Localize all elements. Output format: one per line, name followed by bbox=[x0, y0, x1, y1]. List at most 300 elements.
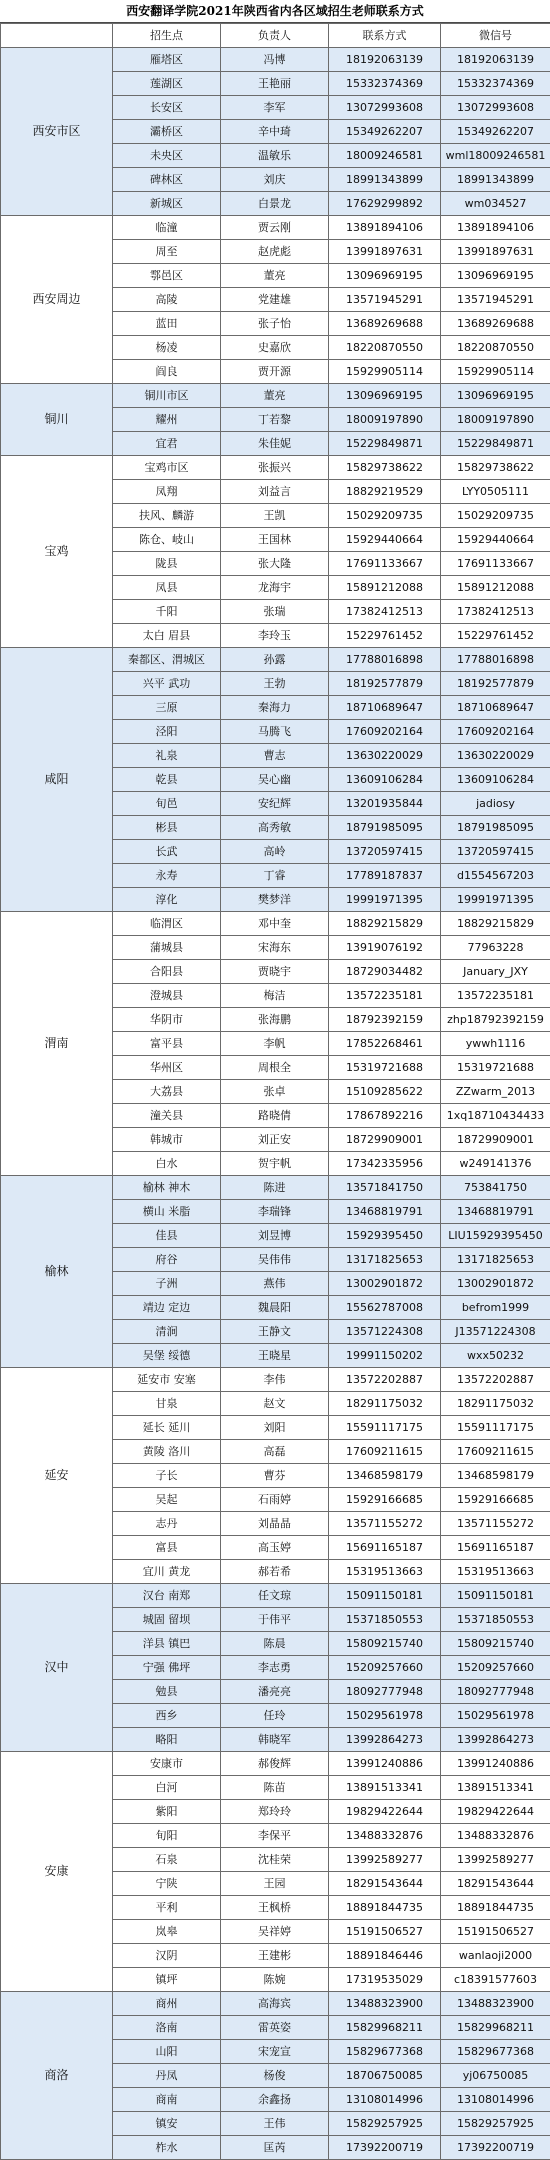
enrollment-point-cell: 长安区 bbox=[113, 96, 221, 120]
person-in-charge-cell: 曹志 bbox=[221, 744, 329, 768]
person-in-charge-cell: 朱佳妮 bbox=[221, 432, 329, 456]
phone-number-cell: 19991150202 bbox=[329, 1344, 441, 1368]
wechat-id-cell: 17392200719 bbox=[441, 2136, 550, 2160]
wechat-id-cell: 17788016898 bbox=[441, 648, 550, 672]
phone-number-cell: 17319535029 bbox=[329, 1968, 441, 1992]
wechat-id-cell: 15319721688 bbox=[441, 1056, 550, 1080]
phone-number-cell: 13572202887 bbox=[329, 1368, 441, 1392]
enrollment-point-cell: 洛南 bbox=[113, 2016, 221, 2040]
region-group bbox=[1, 384, 550, 456]
wechat-id-cell: jadiosy bbox=[441, 792, 550, 816]
phone-number-cell: 13571841750 bbox=[329, 1176, 441, 1200]
wechat-id-cell: wml18009246581 bbox=[441, 144, 550, 168]
person-in-charge-cell: 丁睿 bbox=[221, 864, 329, 888]
wechat-id-cell: 15929166685 bbox=[441, 1488, 550, 1512]
region-name-cell: 渭南 bbox=[1, 912, 113, 1176]
enrollment-point-cell: 韩城市 bbox=[113, 1128, 221, 1152]
person-in-charge-cell: 吴祥婷 bbox=[221, 1920, 329, 1944]
region-group bbox=[1, 1176, 550, 1368]
person-in-charge-cell: 韩晓军 bbox=[221, 1728, 329, 1752]
person-in-charge-cell: 潘亮亮 bbox=[221, 1680, 329, 1704]
phone-number-cell: 15191506527 bbox=[329, 1920, 441, 1944]
phone-number-cell: 13171825653 bbox=[329, 1248, 441, 1272]
phone-number-cell: 13571155272 bbox=[329, 1512, 441, 1536]
phone-number-cell: 13992864273 bbox=[329, 1728, 441, 1752]
person-in-charge-cell: 李帆 bbox=[221, 1032, 329, 1056]
wechat-id-cell: 18291175032 bbox=[441, 1392, 550, 1416]
wechat-id-cell: 17609211615 bbox=[441, 1440, 550, 1464]
phone-number-cell: 15229761452 bbox=[329, 624, 441, 648]
phone-number-cell: 18891844735 bbox=[329, 1896, 441, 1920]
wechat-id-cell: wxx50232 bbox=[441, 1344, 550, 1368]
phone-number-cell: 13096969195 bbox=[329, 264, 441, 288]
person-in-charge-cell: 贺宇帆 bbox=[221, 1152, 329, 1176]
wechat-id-cell: 13571945291 bbox=[441, 288, 550, 312]
phone-number-cell: 18829215829 bbox=[329, 912, 441, 936]
wechat-id-cell: 15319513663 bbox=[441, 1560, 550, 1584]
phone-number-cell: 15829968211 bbox=[329, 2016, 441, 2040]
phone-number-cell: 15319721688 bbox=[329, 1056, 441, 1080]
enrollment-point-cell: 蓝田 bbox=[113, 312, 221, 336]
phone-number-cell: 13992589277 bbox=[329, 1848, 441, 1872]
person-in-charge-cell: 党建雄 bbox=[221, 288, 329, 312]
phone-number-cell: 13919076192 bbox=[329, 936, 441, 960]
phone-number-cell: 17629299892 bbox=[329, 192, 441, 216]
enrollment-point-cell: 扶风、麟游 bbox=[113, 504, 221, 528]
enrollment-point-cell: 城固 留坝 bbox=[113, 1608, 221, 1632]
phone-number-cell: 15929905114 bbox=[329, 360, 441, 384]
phone-number-cell: 15929440664 bbox=[329, 528, 441, 552]
enrollment-point-cell: 子洲 bbox=[113, 1272, 221, 1296]
enrollment-point-cell: 杨凌 bbox=[113, 336, 221, 360]
phone-number-cell: 15349262207 bbox=[329, 120, 441, 144]
person-in-charge-cell: 白景龙 bbox=[221, 192, 329, 216]
person-in-charge-cell: 高岭 bbox=[221, 840, 329, 864]
person-in-charge-cell: 宋海东 bbox=[221, 936, 329, 960]
phone-number-cell: 15591117175 bbox=[329, 1416, 441, 1440]
wechat-id-cell: 15349262207 bbox=[441, 120, 550, 144]
wechat-id-cell: 18791985095 bbox=[441, 816, 550, 840]
phone-number-cell: 18991343899 bbox=[329, 168, 441, 192]
phone-number-cell: 17789187837 bbox=[329, 864, 441, 888]
enrollment-point-cell: 临渭区 bbox=[113, 912, 221, 936]
enrollment-point-cell: 蒲城县 bbox=[113, 936, 221, 960]
person-in-charge-cell: 李瑞锋 bbox=[221, 1200, 329, 1224]
person-in-charge-cell: 梅洁 bbox=[221, 984, 329, 1008]
person-in-charge-cell: 高秀敏 bbox=[221, 816, 329, 840]
phone-number-cell: 13488332876 bbox=[329, 1824, 441, 1848]
enrollment-point-cell: 横山 米脂 bbox=[113, 1200, 221, 1224]
wechat-id-cell: 18009197890 bbox=[441, 408, 550, 432]
person-in-charge-cell: 石雨婷 bbox=[221, 1488, 329, 1512]
wechat-id-cell: LIU15929395450 bbox=[441, 1224, 550, 1248]
phone-number-cell: 13002901872 bbox=[329, 1272, 441, 1296]
table-row bbox=[1, 648, 550, 672]
wechat-id-cell: wanlaoji2000 bbox=[441, 1944, 550, 1968]
enrollment-point-cell: 彬县 bbox=[113, 816, 221, 840]
wechat-id-cell: 15929440664 bbox=[441, 528, 550, 552]
person-in-charge-cell: 郝俊辉 bbox=[221, 1752, 329, 1776]
phone-number-cell: 15829738622 bbox=[329, 456, 441, 480]
enrollment-point-cell: 三原 bbox=[113, 696, 221, 720]
phone-number-cell: 17609202164 bbox=[329, 720, 441, 744]
enrollment-point-cell: 乾县 bbox=[113, 768, 221, 792]
region-group bbox=[1, 1584, 550, 1752]
phone-number-cell: 17788016898 bbox=[329, 648, 441, 672]
wechat-id-cell: 13468819791 bbox=[441, 1200, 550, 1224]
contact-table bbox=[0, 23, 550, 2160]
wechat-id-cell: 15809215740 bbox=[441, 1632, 550, 1656]
region-group bbox=[1, 48, 550, 216]
table-row bbox=[1, 384, 550, 408]
enrollment-point-cell: 榆林 神木 bbox=[113, 1176, 221, 1200]
enrollment-point-cell: 府谷 bbox=[113, 1248, 221, 1272]
region-name-cell: 安康 bbox=[1, 1752, 113, 1992]
person-in-charge-cell: 刘正安 bbox=[221, 1128, 329, 1152]
enrollment-point-cell: 富县 bbox=[113, 1536, 221, 1560]
person-in-charge-cell: 高玉婷 bbox=[221, 1536, 329, 1560]
phone-number-cell: 13468598179 bbox=[329, 1464, 441, 1488]
person-in-charge-cell: 张卓 bbox=[221, 1080, 329, 1104]
wechat-id-cell: 13992589277 bbox=[441, 1848, 550, 1872]
person-in-charge-cell: 周根全 bbox=[221, 1056, 329, 1080]
enrollment-point-cell: 未央区 bbox=[113, 144, 221, 168]
wechat-id-cell: January_JXY bbox=[441, 960, 550, 984]
wechat-id-cell: 18710689647 bbox=[441, 696, 550, 720]
phone-number-cell: 18220870550 bbox=[329, 336, 441, 360]
enrollment-point-cell: 镇安 bbox=[113, 2112, 221, 2136]
table-row bbox=[1, 1584, 550, 1608]
region-group bbox=[1, 216, 550, 384]
enrollment-point-cell: 柞水 bbox=[113, 2136, 221, 2160]
enrollment-point-cell: 丹凤 bbox=[113, 2064, 221, 2088]
person-in-charge-cell: 王晓星 bbox=[221, 1344, 329, 1368]
person-in-charge-cell: 郝若希 bbox=[221, 1560, 329, 1584]
phone-number-cell: 18729909001 bbox=[329, 1128, 441, 1152]
enrollment-point-cell: 潼关县 bbox=[113, 1104, 221, 1128]
wechat-id-cell: 15829677368 bbox=[441, 2040, 550, 2064]
enrollment-point-cell: 安康市 bbox=[113, 1752, 221, 1776]
enrollment-point-cell: 略阳 bbox=[113, 1728, 221, 1752]
table-row bbox=[1, 216, 550, 240]
wechat-id-cell: w249141376 bbox=[441, 1152, 550, 1176]
person-in-charge-cell: 王勃 bbox=[221, 672, 329, 696]
phone-number-cell: 13630220029 bbox=[329, 744, 441, 768]
enrollment-point-cell: 石泉 bbox=[113, 1848, 221, 1872]
phone-number-cell: 19991971395 bbox=[329, 888, 441, 912]
wechat-id-cell: 13609106284 bbox=[441, 768, 550, 792]
person-in-charge-cell: 贾云刚 bbox=[221, 216, 329, 240]
phone-number-cell: 18791985095 bbox=[329, 816, 441, 840]
enrollment-point-cell: 山阳 bbox=[113, 2040, 221, 2064]
wechat-id-cell: 18291543644 bbox=[441, 1872, 550, 1896]
table-row bbox=[1, 456, 550, 480]
person-in-charge-cell: 赵文 bbox=[221, 1392, 329, 1416]
enrollment-point-cell: 凤县 bbox=[113, 576, 221, 600]
phone-number-cell: 13571945291 bbox=[329, 288, 441, 312]
phone-number-cell: 15562787008 bbox=[329, 1296, 441, 1320]
person-in-charge-cell: 史嘉欣 bbox=[221, 336, 329, 360]
region-name-cell: 宝鸡 bbox=[1, 456, 113, 648]
person-in-charge-cell: 王静文 bbox=[221, 1320, 329, 1344]
wechat-id-cell: J13571224308 bbox=[441, 1320, 550, 1344]
phone-number-cell: 13488323900 bbox=[329, 1992, 441, 2016]
phone-number-cell: 15929395450 bbox=[329, 1224, 441, 1248]
person-in-charge-cell: 郑玲玲 bbox=[221, 1800, 329, 1824]
phone-number-cell: 13108014996 bbox=[329, 2088, 441, 2112]
wechat-id-cell: LYY0505111 bbox=[441, 480, 550, 504]
phone-number-cell: 15891212088 bbox=[329, 576, 441, 600]
enrollment-point-cell: 华阴市 bbox=[113, 1008, 221, 1032]
enrollment-point-cell: 勉县 bbox=[113, 1680, 221, 1704]
person-in-charge-cell: 刘庆 bbox=[221, 168, 329, 192]
person-in-charge-cell: 陈晨 bbox=[221, 1632, 329, 1656]
wechat-id-cell: 15091150181 bbox=[441, 1584, 550, 1608]
wechat-id-cell: 77963228 bbox=[441, 936, 550, 960]
phone-number-cell: 15809215740 bbox=[329, 1632, 441, 1656]
wechat-id-cell: 13488323900 bbox=[441, 1992, 550, 2016]
phone-number-cell: 18792392159 bbox=[329, 1008, 441, 1032]
phone-number-cell: 13072993608 bbox=[329, 96, 441, 120]
region-group bbox=[1, 1752, 550, 1992]
enrollment-point-cell: 白水 bbox=[113, 1152, 221, 1176]
phone-number-cell: 18706750085 bbox=[329, 2064, 441, 2088]
phone-number-cell: 13720597415 bbox=[329, 840, 441, 864]
table-row bbox=[1, 48, 550, 72]
wechat-id-cell: 15029561978 bbox=[441, 1704, 550, 1728]
enrollment-point-cell: 灞桥区 bbox=[113, 120, 221, 144]
wechat-id-cell: 13571155272 bbox=[441, 1512, 550, 1536]
enrollment-point-cell: 阎良 bbox=[113, 360, 221, 384]
enrollment-point-cell: 临潼 bbox=[113, 216, 221, 240]
region-name-cell: 汉中 bbox=[1, 1584, 113, 1752]
person-in-charge-cell: 燕伟 bbox=[221, 1272, 329, 1296]
wechat-id-cell: 15191506527 bbox=[441, 1920, 550, 1944]
phone-number-cell: 18092777948 bbox=[329, 1680, 441, 1704]
region-group bbox=[1, 1992, 550, 2160]
enrollment-point-cell: 汉台 南郑 bbox=[113, 1584, 221, 1608]
wechat-id-cell: 18192063139 bbox=[441, 48, 550, 72]
header-contact: 联系方式 bbox=[329, 24, 441, 48]
person-in-charge-cell: 董亮 bbox=[221, 384, 329, 408]
person-in-charge-cell: 温敏乐 bbox=[221, 144, 329, 168]
wechat-id-cell: 13002901872 bbox=[441, 1272, 550, 1296]
enrollment-point-cell: 高陵 bbox=[113, 288, 221, 312]
wechat-id-cell: 15229761452 bbox=[441, 624, 550, 648]
person-in-charge-cell: 王建彬 bbox=[221, 1944, 329, 1968]
wechat-id-cell: befrom1999 bbox=[441, 1296, 550, 1320]
table-row bbox=[1, 912, 550, 936]
person-in-charge-cell: 魏晨阳 bbox=[221, 1296, 329, 1320]
header-region-cell bbox=[1, 24, 113, 48]
enrollment-point-cell: 岚皋 bbox=[113, 1920, 221, 1944]
enrollment-point-cell: 大荔县 bbox=[113, 1080, 221, 1104]
enrollment-point-cell: 镇坪 bbox=[113, 1968, 221, 1992]
phone-number-cell: 17392200719 bbox=[329, 2136, 441, 2160]
wechat-id-cell: 13630220029 bbox=[441, 744, 550, 768]
wechat-id-cell: 13096969195 bbox=[441, 264, 550, 288]
phone-number-cell: 15029561978 bbox=[329, 1704, 441, 1728]
phone-number-cell: 19829422644 bbox=[329, 1800, 441, 1824]
wechat-id-cell: 13572235181 bbox=[441, 984, 550, 1008]
wechat-id-cell: 18220870550 bbox=[441, 336, 550, 360]
wechat-id-cell: 13720597415 bbox=[441, 840, 550, 864]
table-row bbox=[1, 1752, 550, 1776]
person-in-charge-cell: 冯博 bbox=[221, 48, 329, 72]
enrollment-point-cell: 碑林区 bbox=[113, 168, 221, 192]
enrollment-point-cell: 陇县 bbox=[113, 552, 221, 576]
person-in-charge-cell: 路晓倩 bbox=[221, 1104, 329, 1128]
person-in-charge-cell: 董亮 bbox=[221, 264, 329, 288]
person-in-charge-cell: 吴伟伟 bbox=[221, 1248, 329, 1272]
wechat-id-cell: 15229849871 bbox=[441, 432, 550, 456]
phone-number-cell: 13891894106 bbox=[329, 216, 441, 240]
enrollment-point-cell: 华州区 bbox=[113, 1056, 221, 1080]
person-in-charge-cell: 秦海力 bbox=[221, 696, 329, 720]
person-in-charge-cell: 辛中琦 bbox=[221, 120, 329, 144]
wechat-id-cell: d1554567203 bbox=[441, 864, 550, 888]
wechat-id-cell: 13572202887 bbox=[441, 1368, 550, 1392]
wechat-id-cell: 17382412513 bbox=[441, 600, 550, 624]
person-in-charge-cell: 陈进 bbox=[221, 1176, 329, 1200]
phone-number-cell: 18829219529 bbox=[329, 480, 441, 504]
person-in-charge-cell: 李伟 bbox=[221, 1368, 329, 1392]
person-in-charge-cell: 任文琼 bbox=[221, 1584, 329, 1608]
enrollment-point-cell: 吴堡 绥德 bbox=[113, 1344, 221, 1368]
enrollment-point-cell: 鄠邑区 bbox=[113, 264, 221, 288]
enrollment-point-cell: 吴起 bbox=[113, 1488, 221, 1512]
table-row bbox=[1, 1176, 550, 1200]
region-name-cell: 西安周边 bbox=[1, 216, 113, 384]
phone-number-cell: 15691165187 bbox=[329, 1536, 441, 1560]
enrollment-point-cell: 永寿 bbox=[113, 864, 221, 888]
phone-number-cell: 13571224308 bbox=[329, 1320, 441, 1344]
phone-number-cell: 18192577879 bbox=[329, 672, 441, 696]
person-in-charge-cell: 杨俊 bbox=[221, 2064, 329, 2088]
phone-number-cell: 13572235181 bbox=[329, 984, 441, 1008]
phone-number-cell: 13096969195 bbox=[329, 384, 441, 408]
phone-number-cell: 15829257925 bbox=[329, 2112, 441, 2136]
enrollment-point-cell: 兴平 武功 bbox=[113, 672, 221, 696]
enrollment-point-cell: 凤翔 bbox=[113, 480, 221, 504]
enrollment-point-cell: 宁陕 bbox=[113, 1872, 221, 1896]
wechat-id-cell: 15829257925 bbox=[441, 2112, 550, 2136]
person-in-charge-cell: 李保平 bbox=[221, 1824, 329, 1848]
person-in-charge-cell: 王枫桥 bbox=[221, 1896, 329, 1920]
enrollment-point-cell: 宜君 bbox=[113, 432, 221, 456]
phone-number-cell: 15229849871 bbox=[329, 432, 441, 456]
person-in-charge-cell: 余鑫扬 bbox=[221, 2088, 329, 2112]
wechat-id-cell: 13991240886 bbox=[441, 1752, 550, 1776]
person-in-charge-cell: 李军 bbox=[221, 96, 329, 120]
phone-number-cell: 18891846446 bbox=[329, 1944, 441, 1968]
wechat-id-cell: 13072993608 bbox=[441, 96, 550, 120]
wechat-id-cell: 17691133667 bbox=[441, 552, 550, 576]
region-group bbox=[1, 1368, 550, 1584]
table-row bbox=[1, 1992, 550, 2016]
phone-number-cell: 15371850553 bbox=[329, 1608, 441, 1632]
phone-number-cell: 15929166685 bbox=[329, 1488, 441, 1512]
enrollment-point-cell: 平利 bbox=[113, 1896, 221, 1920]
phone-number-cell: 18009246581 bbox=[329, 144, 441, 168]
phone-number-cell: 13201935844 bbox=[329, 792, 441, 816]
person-in-charge-cell: 李志勇 bbox=[221, 1656, 329, 1680]
enrollment-point-cell: 周至 bbox=[113, 240, 221, 264]
person-in-charge-cell: 刘益言 bbox=[221, 480, 329, 504]
header-enrollment-point: 招生点 bbox=[113, 24, 221, 48]
phone-number-cell: 15332374369 bbox=[329, 72, 441, 96]
wechat-id-cell: 15929905114 bbox=[441, 360, 550, 384]
region-name-cell: 铜川 bbox=[1, 384, 113, 456]
phone-number-cell: 13991897631 bbox=[329, 240, 441, 264]
wechat-id-cell: 13689269688 bbox=[441, 312, 550, 336]
phone-number-cell: 15829677368 bbox=[329, 2040, 441, 2064]
wechat-id-cell: 18192577879 bbox=[441, 672, 550, 696]
wechat-id-cell: ZZwarm_2013 bbox=[441, 1080, 550, 1104]
wechat-id-cell: 13096969195 bbox=[441, 384, 550, 408]
wechat-id-cell: yj06750085 bbox=[441, 2064, 550, 2088]
phone-number-cell: 17609211615 bbox=[329, 1440, 441, 1464]
header-row bbox=[1, 24, 550, 48]
region-group bbox=[1, 456, 550, 648]
phone-number-cell: 13609106284 bbox=[329, 768, 441, 792]
wechat-id-cell: 13891894106 bbox=[441, 216, 550, 240]
phone-number-cell: 18710689647 bbox=[329, 696, 441, 720]
enrollment-point-cell: 紫阳 bbox=[113, 1800, 221, 1824]
person-in-charge-cell: 贾晓宇 bbox=[221, 960, 329, 984]
person-in-charge-cell: 张海鹏 bbox=[221, 1008, 329, 1032]
wechat-id-cell: 18891844735 bbox=[441, 1896, 550, 1920]
wechat-id-cell: 13468598179 bbox=[441, 1464, 550, 1488]
person-in-charge-cell: 宋宠宣 bbox=[221, 2040, 329, 2064]
enrollment-point-cell: 白河 bbox=[113, 1776, 221, 1800]
phone-number-cell: 15109285622 bbox=[329, 1080, 441, 1104]
enrollment-point-cell: 佳县 bbox=[113, 1224, 221, 1248]
wechat-id-cell: 17609202164 bbox=[441, 720, 550, 744]
region-group bbox=[1, 912, 550, 1176]
person-in-charge-cell: 王艳丽 bbox=[221, 72, 329, 96]
person-in-charge-cell: 刘昱博 bbox=[221, 1224, 329, 1248]
enrollment-point-cell: 陈仓、岐山 bbox=[113, 528, 221, 552]
enrollment-point-cell: 延安市 安塞 bbox=[113, 1368, 221, 1392]
person-in-charge-cell: 邓中奎 bbox=[221, 912, 329, 936]
person-in-charge-cell: 高海宾 bbox=[221, 1992, 329, 2016]
enrollment-point-cell: 秦都区、渭城区 bbox=[113, 648, 221, 672]
wechat-id-cell: 18092777948 bbox=[441, 1680, 550, 1704]
wechat-id-cell: 18729909001 bbox=[441, 1128, 550, 1152]
enrollment-point-cell: 淳化 bbox=[113, 888, 221, 912]
wechat-id-cell: 1xq18710434433 bbox=[441, 1104, 550, 1128]
person-in-charge-cell: 雷英姿 bbox=[221, 2016, 329, 2040]
person-in-charge-cell: 张大隆 bbox=[221, 552, 329, 576]
wechat-id-cell: 13992864273 bbox=[441, 1728, 550, 1752]
wechat-id-cell: 13488332876 bbox=[441, 1824, 550, 1848]
phone-number-cell: 17691133667 bbox=[329, 552, 441, 576]
enrollment-point-cell: 新城区 bbox=[113, 192, 221, 216]
wechat-id-cell: 15371850553 bbox=[441, 1608, 550, 1632]
header-wechat: 微信号 bbox=[441, 24, 550, 48]
wechat-id-cell: 15029209735 bbox=[441, 504, 550, 528]
enrollment-point-cell: 洋县 镇巴 bbox=[113, 1632, 221, 1656]
enrollment-point-cell: 雁塔区 bbox=[113, 48, 221, 72]
person-in-charge-cell: 王国林 bbox=[221, 528, 329, 552]
enrollment-point-cell: 旬阳 bbox=[113, 1824, 221, 1848]
enrollment-point-cell: 宜川 黄龙 bbox=[113, 1560, 221, 1584]
enrollment-point-cell: 澄城县 bbox=[113, 984, 221, 1008]
region-group bbox=[1, 648, 550, 912]
person-in-charge-cell: 孙露 bbox=[221, 648, 329, 672]
person-in-charge-cell: 陈婉 bbox=[221, 1968, 329, 1992]
